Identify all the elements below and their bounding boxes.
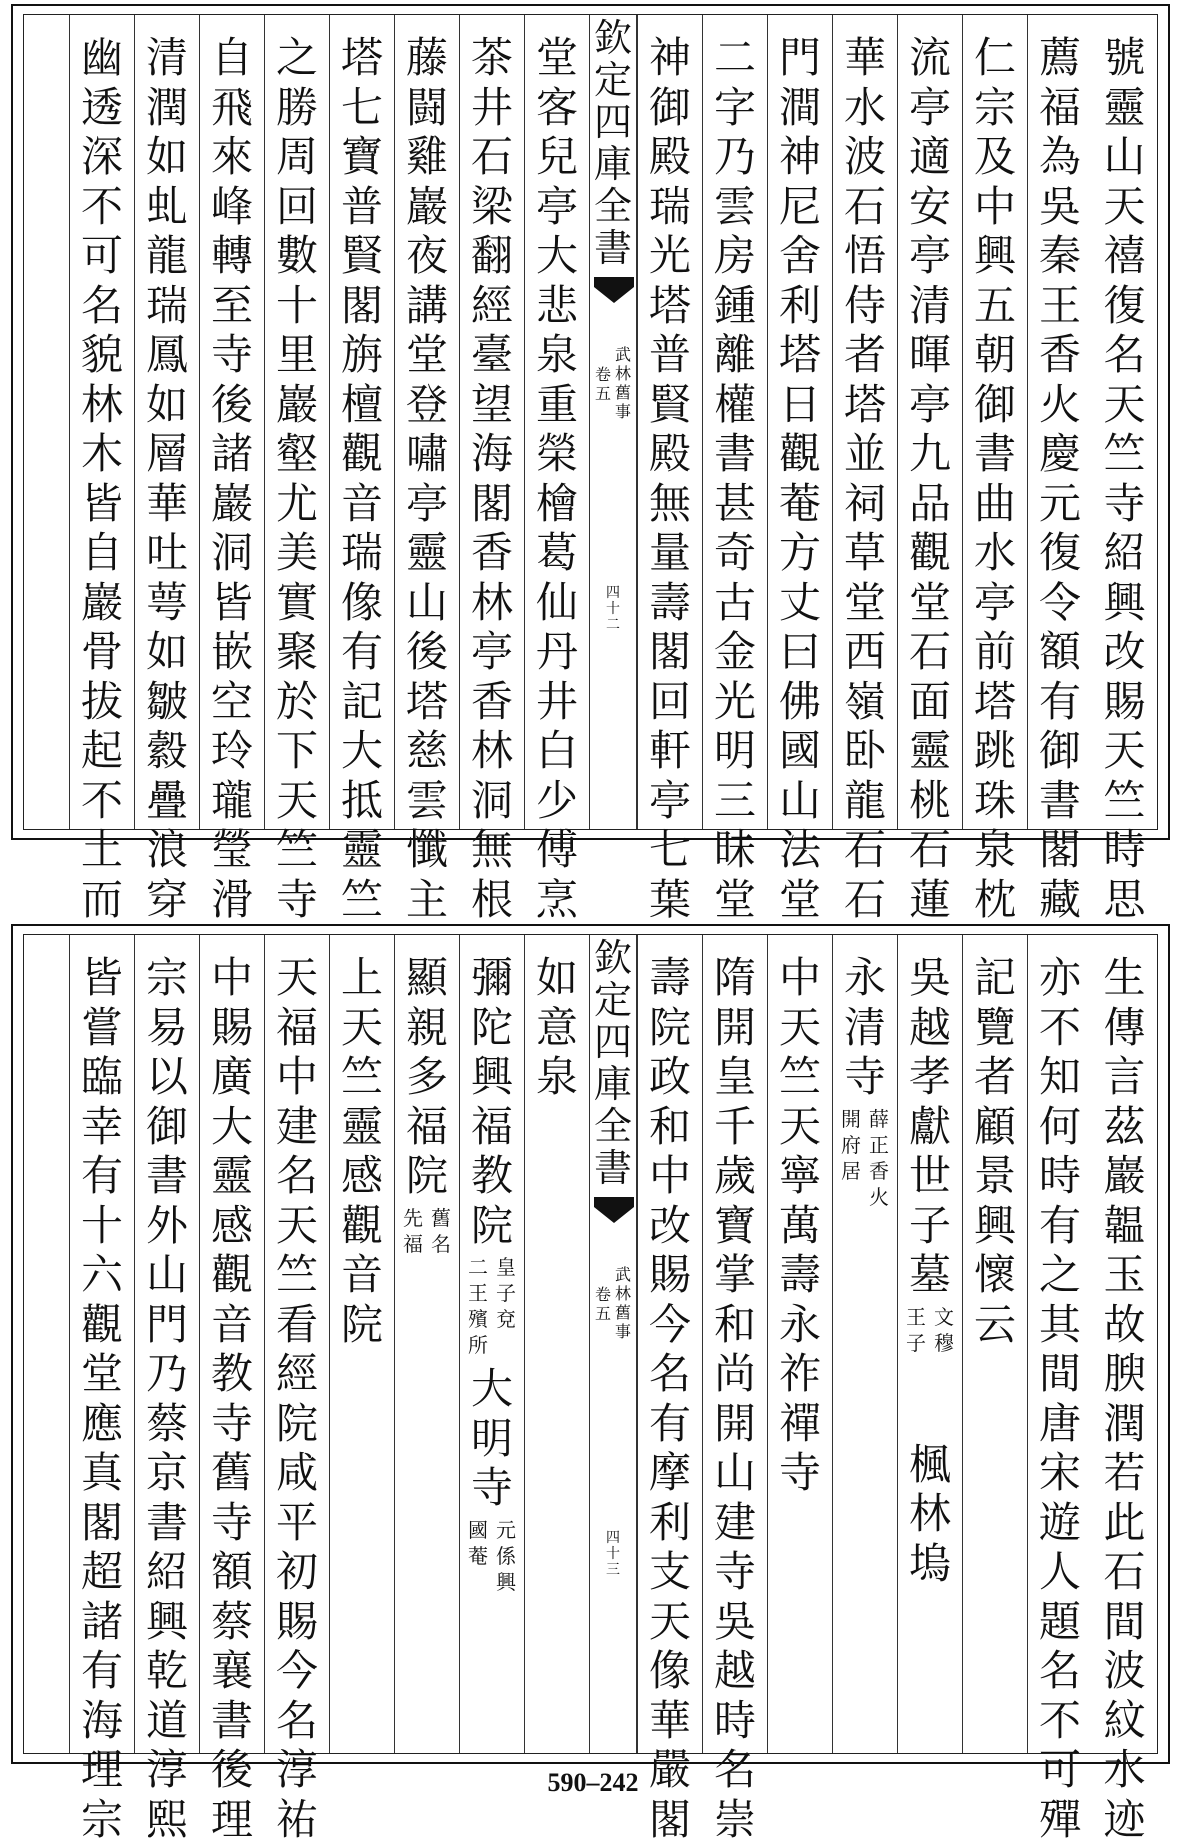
text-column: [897, 935, 962, 1753]
column-text: 之 勝 周 回 數 十 里 巖 壑 尤 美 實 聚 於 下 天 竺 寺: [275, 33, 318, 924]
text-column: [394, 935, 459, 1753]
text-column: [264, 935, 329, 1844]
juan-number: 卷 五: [594, 1285, 611, 1323]
text-column: [962, 935, 1027, 1753]
text-column: [199, 15, 264, 924]
annotation-note: [395, 1205, 459, 1257]
text-column: [767, 15, 832, 924]
annotation-note-left: 開 府 居: [841, 1106, 861, 1183]
book-and-juan-label: [590, 345, 636, 421]
fishtail-mark-icon: [594, 277, 634, 305]
text-column: [832, 935, 897, 1753]
text-column: [329, 935, 394, 1753]
top-leaf: [11, 4, 1170, 924]
column-text: 華 水 波 石 悟 侍 者 塔 並 祠 草 堂 西 嶺 卧 龍 石 石: [843, 33, 886, 924]
column-text: 神 御 殿 瑞 光 塔 普 賢 殿 無 量 壽 閣 回 軒 亭 七 葉: [648, 33, 691, 924]
annotation-note: [833, 1106, 897, 1210]
annotation-note: [460, 1517, 524, 1595]
text-column: [897, 15, 962, 924]
text-column: [329, 15, 394, 924]
column-text: 中 天 竺 天 寧 萬 壽 永 祚 禪 寺: [778, 953, 821, 1497]
text-column: [637, 935, 702, 1844]
annotation-note-right: 元 係 興: [496, 1517, 516, 1594]
column-text: 堂 客 兒 亭 大 悲 泉 重 榮 檜 葛 仙 丹 井 白 少 傅 烹: [535, 33, 578, 924]
column-text: 亦 不 知 何 時 有 之 其 間 唐 宋 遊 人 題 名 不 可 殫: [1038, 953, 1081, 1844]
center-fold-column: [589, 935, 637, 1753]
annotation-note-right: 皇 子 兗: [496, 1255, 516, 1331]
text-column: [962, 15, 1027, 924]
text-column: [134, 15, 199, 924]
column-text: 自 飛 來 峰 轉 至 寺 後 諸 巖 洞 皆 嵌 空 玲 瓏 瑩 滑: [210, 33, 253, 924]
collection-title: 欽 定 四 庫 全 書: [593, 936, 632, 1190]
text-column: [459, 935, 524, 1753]
column-text: 薦 福 為 吳 秦 王 香 火 慶 元 復 令 額 有 御 書 閣 藏: [1038, 33, 1081, 924]
annotation-note-left: 二 王 殯 所: [468, 1255, 488, 1357]
book-name: 武 林 舊 事: [614, 345, 631, 421]
annotation-note-left: 國 菴: [468, 1517, 488, 1568]
text-column: [134, 935, 199, 1844]
annotation-note: [460, 1254, 524, 1358]
annotation-note-right: 文 穆: [934, 1304, 954, 1355]
column-text: 皆 嘗 臨 幸 有 十 六 觀 堂 應 真 閣 超 諸 有 海 理 宗: [80, 953, 123, 1844]
top-text-block: [23, 14, 1158, 924]
text-column: [702, 15, 767, 924]
book-name: 武 林 舊 事: [614, 1265, 631, 1341]
text-column: [199, 935, 264, 1844]
text-column: [1092, 935, 1157, 1844]
column-text: 清 潤 如 虬 龍 瑞 鳳 如 層 華 吐 萼 如 皺 縠 疊 浪 穿: [145, 33, 188, 924]
column-text: 仁 宗 及 中 興 五 朝 御 書 曲 水 亭 前 塔 跳 珠 泉 枕: [973, 33, 1016, 924]
column-text: 流 亭 適 安 亭 清 暉 亭 九 品 觀 堂 石 面 靈 桃 石 蓮: [908, 33, 951, 924]
book-and-juan-label: [590, 1265, 636, 1341]
text-column: [524, 935, 589, 1753]
text-column: [1027, 935, 1092, 1844]
text-column: [69, 935, 134, 1844]
column-text: 如 意 泉: [535, 953, 578, 1101]
column-text: 永 清 寺: [843, 953, 886, 1101]
text-column: [394, 15, 459, 924]
text-column: [702, 935, 767, 1844]
column-text: 二 字 乃 雲 房 鍾 離 權 書 甚 奇 古 金 光 明 三 昧 堂: [713, 33, 756, 924]
text-column: [1027, 15, 1092, 924]
annotation-note-right: 舊 名: [431, 1205, 451, 1256]
annotation-note-left: 王 子: [906, 1304, 926, 1355]
column-text: 幽 透 深 不 可 名 貌 林 木 皆 自 巖 骨 拔 起 不 土 而: [80, 33, 123, 924]
column-text: 茶 井 石 梁 翻 經 臺 望 海 閣 香 林 亭 香 林 洞 無 根: [470, 33, 513, 924]
text-column: [1092, 15, 1157, 924]
leaf-number: 四 十 二: [606, 585, 620, 633]
text-column: [264, 15, 329, 924]
text-column: [524, 15, 589, 924]
fishtail-mark-icon: [594, 1197, 634, 1225]
column-text-tail: 楓 林 塢: [908, 1439, 951, 1588]
column-text: 宗 易 以 御 書 外 山 門 乃 蔡 京 書 紹 興 乾 道 淳 熙: [145, 953, 188, 1844]
column-text: 彌 陀 興 福 教 院: [470, 953, 513, 1250]
column-text: 塔 七 寶 普 賢 閣 旃 檀 觀 音 瑞 像 有 記 大 抵 靈 竺: [340, 33, 383, 924]
leaf-number: 四 十 三: [606, 1530, 620, 1578]
collection-title: 欽 定 四 庫 全 書: [593, 16, 632, 270]
annotation-note: [898, 1304, 962, 1356]
text-column: [459, 15, 524, 924]
column-text-tail: 大 明 寺: [470, 1364, 513, 1512]
text-column: [767, 935, 832, 1753]
column-text: 壽 院 政 和 中 改 賜 今 名 有 摩 利 支 天 像 華 嚴 閣: [648, 953, 691, 1844]
column-text: 天 福 中 建 名 天 竺 看 經 院 咸 平 初 賜 今 名 淳 祐: [275, 953, 318, 1844]
column-text: 顯 親 多 福 院: [405, 953, 448, 1200]
text-column: [69, 15, 134, 924]
column-text: 號 靈 山 天 禧 復 名 天 竺 寺 紹 興 改 賜 天 竺 時 思: [1103, 33, 1146, 924]
page-number-footer: 590–242: [547, 1768, 639, 1797]
column-text: 記 覽 者 顧 景 興 懷 云: [973, 953, 1016, 1349]
text-column: [832, 15, 897, 924]
column-text: 隋 開 皇 千 歲 寶 掌 和 尚 開 山 建 寺 吳 越 時 名 崇: [713, 953, 756, 1844]
column-text: 門 澗 神 尼 舍 利 塔 日 觀 菴 方 丈 曰 佛 國 山 法 堂: [778, 33, 821, 924]
juan-number: 卷 五: [594, 365, 611, 403]
column-text: 藤 闘 雞 巖 夜 講 堂 登 嘯 亭 靈 山 後 塔 慈 雲 懺 主: [405, 33, 448, 924]
center-fold-column: [589, 15, 637, 829]
column-text: 上 天 竺 靈 感 觀 音 院: [340, 953, 383, 1349]
column-text: 生 傳 言 茲 巖 韞 玉 故 腴 潤 若 此 石 間 波 紋 水 迹: [1103, 953, 1146, 1844]
annotation-note-left: 先 福: [403, 1205, 423, 1256]
column-text: 中 賜 廣 大 靈 感 觀 音 教 寺 舊 寺 額 蔡 襄 書 後 理: [210, 953, 253, 1844]
text-column: [637, 15, 702, 924]
column-text: 吳 越 孝 獻 世 子 墓: [908, 953, 951, 1299]
annotation-note-right: 薛 正 香 火: [869, 1106, 889, 1209]
